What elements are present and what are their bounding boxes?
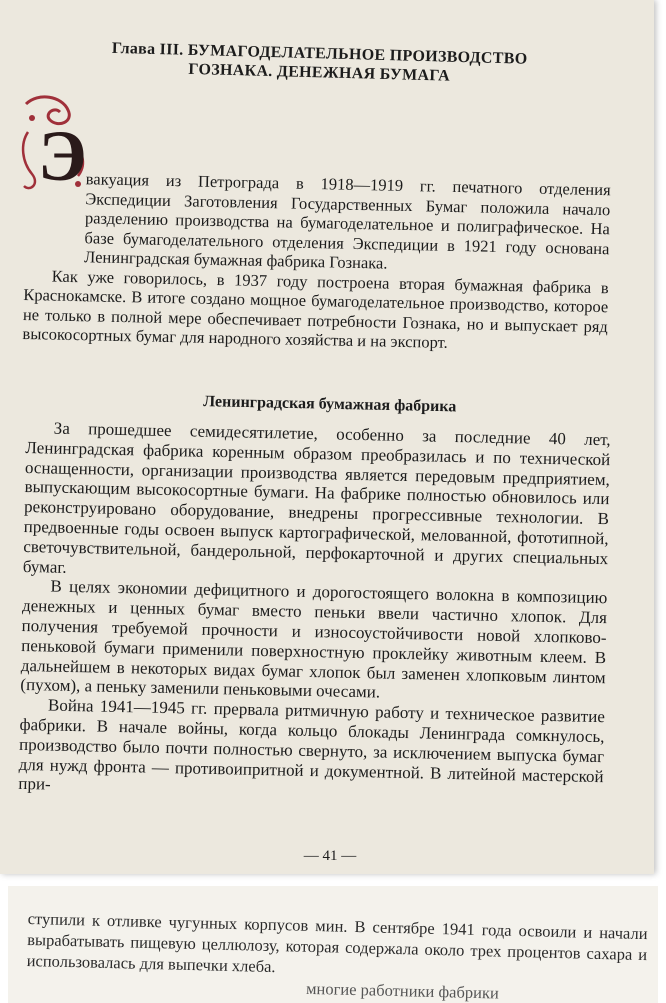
section-body	[18, 418, 611, 806]
cut-off-line: многие работники фабрики	[305, 978, 500, 1003]
next-page-fragment	[8, 886, 658, 1003]
intro-text	[22, 168, 611, 356]
drop-cap: Э	[38, 116, 87, 196]
section-paragraph: Война 1941—1945 гг. прервала ритмичную работу и техническое развитие фабрики. В начале войны, когда кольцо блокады Ленинграда сомкнулось, производство было почти полностью свернуто, за исключением выпуска бумаг для нужд фронта — противоипритной и документной. В литейной мастерской при-	[18, 695, 606, 794]
chapter-title: Глава III. БУМАГОДЕЛАТЕЛЬНОЕ ПРОИЗВОДСТВО ГОЗНАКА. ДЕНЕЖНАЯ БУМАГА	[111, 39, 528, 85]
intro-paragraph: вакуация из Петрограда в 1918—1919 гг. печатного отделения Экспедиции Заготовления Государственных Бумаг положила начало разделению производства на бумагоделательное и полиграфическое. На базе бумагоделательного отделения Экспедиции в 1921 году основана Ленинградская бумажная фабрика Гознака.	[83, 169, 611, 273]
continued-text	[26, 908, 648, 1003]
page-number: — 41 —	[303, 848, 357, 864]
section-title: Ленинградская бумажная фабрика	[203, 393, 457, 416]
intro-paragraph: Как уже говорилось, в 1937 году построена вторая бумажная фабрика в Краснокамске. В итоге создано мощное бумагоделательное производство, которое не только в полной мере обеспечивает потребности Гознака, но и выпускает ряд высокосортных бумаг для народного хозяйства и на экспорт.	[22, 266, 609, 352]
section-paragraph: За прошедшее семидесятилетие, особенно за последние 40 лет, Ленинградская фабрика коренным образом преобразилась и по технической оснащенности, организации производства является передовым предприятием, выпускающим высокосортные бумаги. На фабрике полностью обновилось или реконструировано оборудование, внедрены прогрессивные технологии. В предвоенные годы освоен выпуск картографической, мелованной, фототипной, светочувствительной, бандерольной, перфокарточной и других специальных бумаг.	[22, 418, 611, 577]
continued-paragraph: ступили к отливке чугунных корпусов мин. В сентябре 1941 года освоили и начали вырабатывать пищевую целлюлозу, которая содержала около трех процентов сахара и использовалась для выпечки хлеба.	[26, 908, 648, 977]
section-paragraph: В целях экономии дефицитного и дорогостоящего волокна в композицию денежных и ценных бумаг вместо пеньки ввели частично хлопок. Для получения требуемой прочности и износоустойчивости новой хлопково-пеньковой бумаги применили поверхностную проклейку животным клеем. В дальнейшем в некоторых видах бумаг хлопок был заменен хлопковым линтом (пухом), а пеньку заменили пеньковыми очесами.	[20, 576, 608, 702]
